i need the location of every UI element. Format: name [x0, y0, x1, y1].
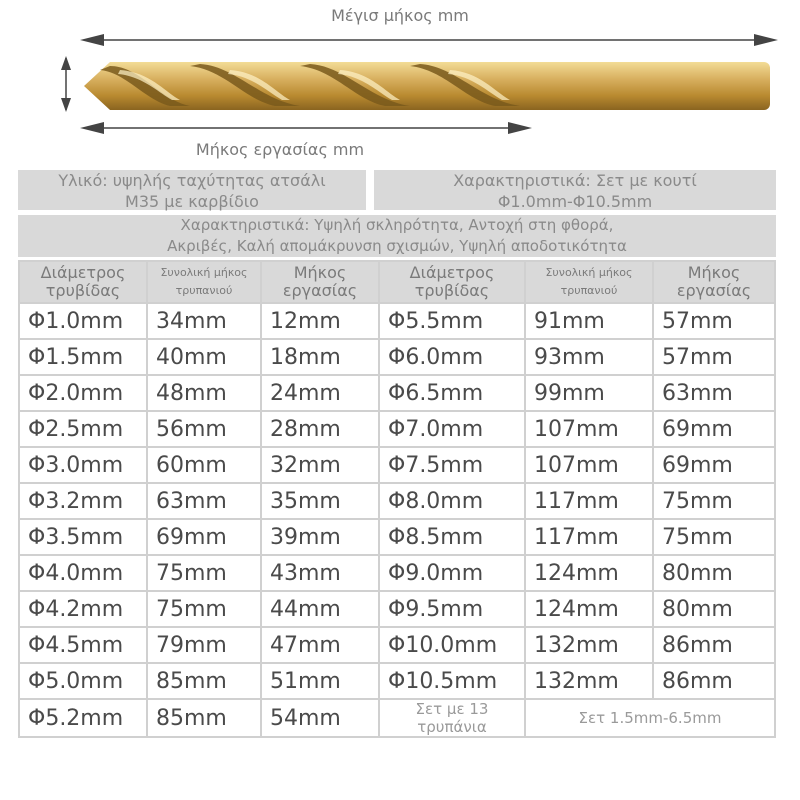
cell-working-length: 75mm: [653, 519, 775, 555]
cell-total-length: 107mm: [525, 447, 653, 483]
drill-illustration: [0, 0, 800, 160]
header-diameter: Διάμετρος τρυβίδας: [19, 261, 147, 303]
cell-diameter: Φ7.5mm: [379, 447, 525, 483]
cell-total-length: 99mm: [525, 375, 653, 411]
cell-total-length: 107mm: [525, 411, 653, 447]
cell-diameter: Φ3.5mm: [19, 519, 147, 555]
cell-diameter: Φ4.5mm: [19, 627, 147, 663]
table-header-row: [19, 261, 775, 303]
drill-shank: [520, 62, 770, 110]
max-length-label: Μέγισ μήκος mm: [331, 6, 469, 25]
cell-working-length: 86mm: [653, 627, 775, 663]
cell-working-length: 32mm: [261, 447, 379, 483]
header-diameter: Διάμετρος τρυβίδας: [379, 261, 525, 303]
cell-diameter: Φ6.0mm: [379, 339, 525, 375]
cell-diameter: Φ6.5mm: [379, 375, 525, 411]
cell-diameter: Φ10.0mm: [379, 627, 525, 663]
cell-total-length: 75mm: [147, 555, 261, 591]
cell-total-length: 60mm: [147, 447, 261, 483]
cell-total-length: 79mm: [147, 627, 261, 663]
cell-working-length: 86mm: [653, 663, 775, 699]
cell-working-length: 51mm: [261, 663, 379, 699]
header-total-length: Συνολική μήκος τρυπανιού: [525, 261, 653, 303]
cell-total-length: 132mm: [525, 663, 653, 699]
cell-diameter: Φ3.0mm: [19, 447, 147, 483]
table-row: [19, 663, 775, 699]
cell-total-length: 117mm: [525, 483, 653, 519]
header-working-length: Μήκος εργασίας: [261, 261, 379, 303]
cell-working-length: 69mm: [653, 447, 775, 483]
cell-total-length: 93mm: [525, 339, 653, 375]
material-line1: Υλικό: υψηλής ταχύτητας ατσάλι: [58, 171, 326, 190]
cell-diameter: Φ2.5mm: [19, 411, 147, 447]
table-row: [19, 555, 775, 591]
cell-total-length: 48mm: [147, 375, 261, 411]
cell-total-length: 85mm: [147, 663, 261, 699]
cell-diameter: Φ1.0mm: [19, 303, 147, 339]
cell-working-length: 24mm: [261, 375, 379, 411]
table-row: [19, 303, 775, 339]
table-row: [19, 447, 775, 483]
cell-working-length: 12mm: [261, 303, 379, 339]
cell-diameter: Φ5.0mm: [19, 663, 147, 699]
cell-working-length: 18mm: [261, 339, 379, 375]
cell-total-length: 40mm: [147, 339, 261, 375]
cell-total-length: 85mm: [147, 699, 261, 737]
cell-diameter: Φ9.0mm: [379, 555, 525, 591]
table-row: [19, 411, 775, 447]
cell-diameter: Φ8.0mm: [379, 483, 525, 519]
cell-working-length: 80mm: [653, 591, 775, 627]
working-length-arrow: [80, 122, 532, 134]
cell-diameter: Φ7.0mm: [379, 411, 525, 447]
drill-spec-table: [18, 260, 776, 738]
table-row: [19, 483, 775, 519]
header-working-length: Μήκος εργασίας: [653, 261, 775, 303]
features-line1: Χαρακτηριστικά: Υψηλή σκληρότητα, Αντοχή στη φθορά,: [180, 216, 614, 234]
cell-working-length: 39mm: [261, 519, 379, 555]
cell-diameter: Φ9.5mm: [379, 591, 525, 627]
cell-total-length: 132mm: [525, 627, 653, 663]
cell-working-length: 44mm: [261, 591, 379, 627]
table-row: [19, 339, 775, 375]
cell-total-length: 56mm: [147, 411, 261, 447]
max-length-arrow: [80, 34, 778, 46]
cell-working-length: 63mm: [653, 375, 775, 411]
cell-total-length: 91mm: [525, 303, 653, 339]
cell-diameter: Φ10.5mm: [379, 663, 525, 699]
features-line2: Ακριβές, Καλή απομάκρυνση σχισμών, Υψηλή αποδοτικότητα: [167, 237, 627, 255]
cell-diameter: Φ1.5mm: [19, 339, 147, 375]
material-box: [18, 170, 366, 210]
table-row: [19, 375, 775, 411]
cell-working-length: 28mm: [261, 411, 379, 447]
cell-working-length: 80mm: [653, 555, 775, 591]
set-line1: Χαρακτηριστικά: Σετ με κουτί: [453, 171, 697, 190]
cell-total-length: 124mm: [525, 591, 653, 627]
cell-working-length: 57mm: [653, 339, 775, 375]
cell-total-length: 124mm: [525, 555, 653, 591]
cell-working-length: 75mm: [653, 483, 775, 519]
table-row: [19, 591, 775, 627]
material-line2: M35 με καρβίδιο: [125, 192, 259, 211]
cell-diameter: Φ5.5mm: [379, 303, 525, 339]
header-total-length: Συνολική μήκος τρυπανιού: [147, 261, 261, 303]
cell-total-length: 75mm: [147, 591, 261, 627]
cell-total-length: 34mm: [147, 303, 261, 339]
cell-working-length: 35mm: [261, 483, 379, 519]
set-range-note: Σετ 1.5mm-6.5mm: [525, 699, 775, 737]
cell-working-length: 54mm: [261, 699, 379, 737]
set-box: [374, 170, 776, 210]
set-count-note: Σετ με 13 τρυπάνια: [379, 699, 525, 737]
table-row: [19, 699, 775, 737]
cell-diameter: Φ3.2mm: [19, 483, 147, 519]
diameter-arrow: [61, 56, 71, 112]
cell-total-length: 117mm: [525, 519, 653, 555]
cell-working-length: 43mm: [261, 555, 379, 591]
table-row: [19, 519, 775, 555]
set-line2: Φ1.0mm-Φ10.5mm: [497, 192, 653, 211]
cell-diameter: Φ2.0mm: [19, 375, 147, 411]
cell-total-length: 63mm: [147, 483, 261, 519]
cell-working-length: 69mm: [653, 411, 775, 447]
features-box: [18, 215, 776, 257]
cell-diameter: Φ4.0mm: [19, 555, 147, 591]
working-length-label: Μήκος εργασίας mm: [195, 140, 365, 159]
cell-total-length: 69mm: [147, 519, 261, 555]
cell-diameter: Φ8.5mm: [379, 519, 525, 555]
cell-diameter: Φ4.2mm: [19, 591, 147, 627]
cell-working-length: 57mm: [653, 303, 775, 339]
cell-diameter: Φ5.2mm: [19, 699, 147, 737]
cell-working-length: 47mm: [261, 627, 379, 663]
table-row: [19, 627, 775, 663]
